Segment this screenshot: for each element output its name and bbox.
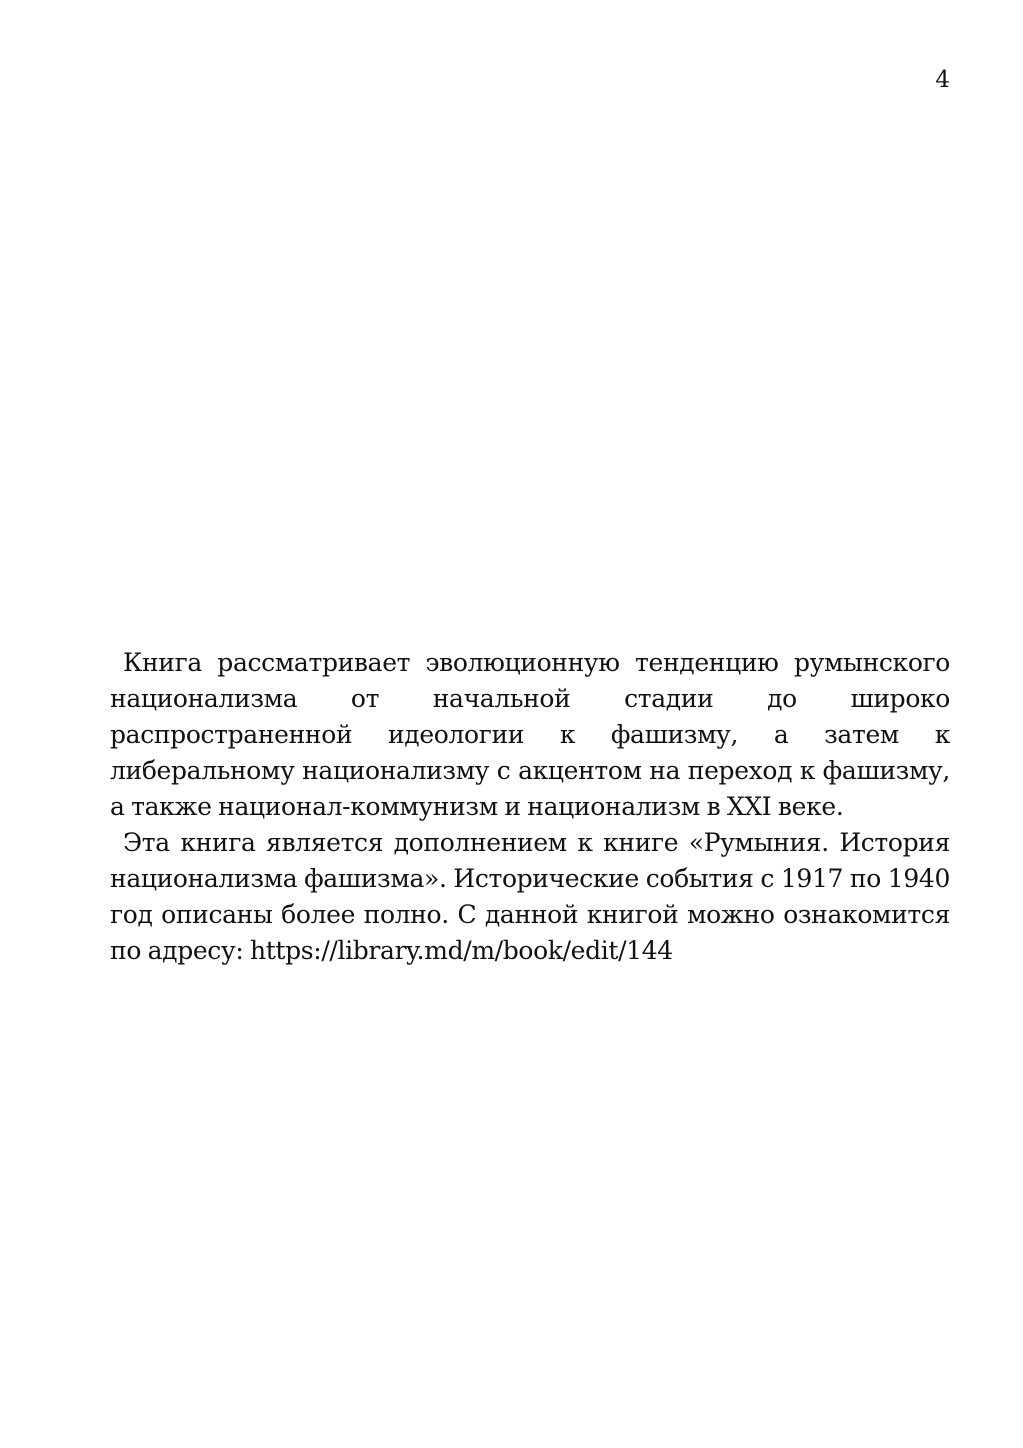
paragraph-related-book: Эта книга является дополнением к книге «Румыния. История национализма фашизма». Исторические события с 1917 по 1940 год описаны более полно. С данной книгой можно ознакомится по адресу: https://library.md/m/book/edit/144 xyxy=(110,828,950,965)
annotation-text xyxy=(110,645,950,969)
page-number: 4 xyxy=(935,67,950,93)
paragraph-description: Книга рассматривает эволюционную тенденцию румынского национализма от начальной стадии до широко распространенной идеологии к фашизму, а затем к либеральному национализму с акцентом на переход к фашизму, а также национал-коммунизм и национализм в XXI веке. xyxy=(110,648,950,821)
